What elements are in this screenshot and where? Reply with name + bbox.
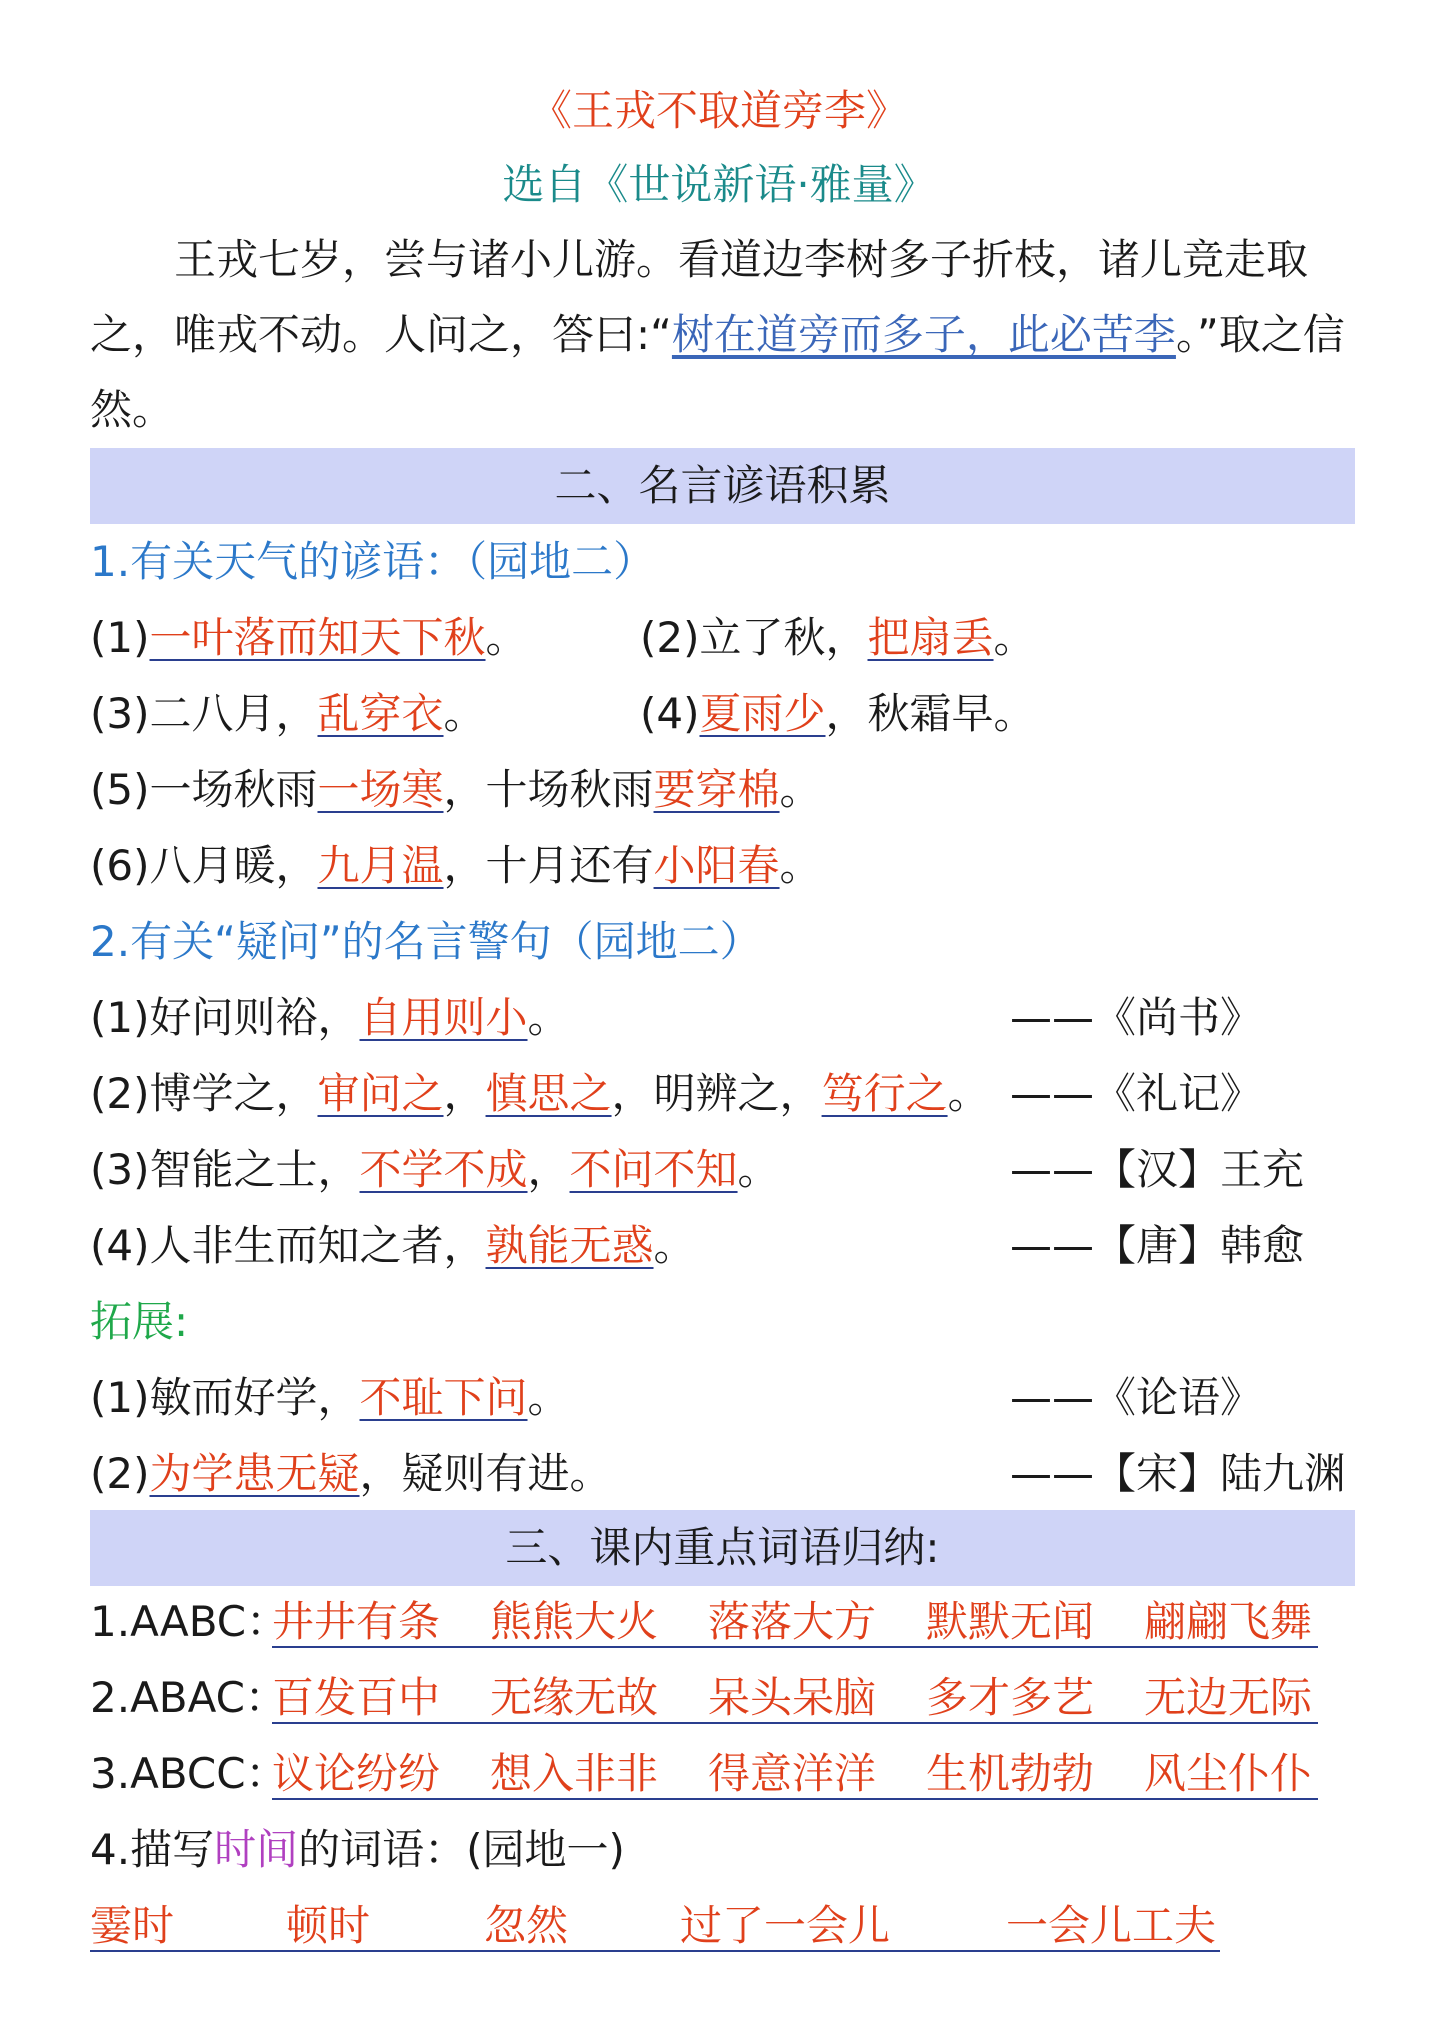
ext-quote-1-source: ——《论语》 (1010, 1373, 1263, 1422)
ext-quote-1: (1)敏而好学，不耻下问。 (90, 1373, 570, 1422)
word: 熊熊大火 (490, 1597, 659, 1646)
time-words-label: 4.描写时间的词语：(园地一) (90, 1825, 625, 1874)
extension-label: 拓展: (90, 1297, 189, 1346)
word: 无边无际 (1144, 1673, 1313, 1722)
word: 呆头呆脑 (708, 1673, 877, 1722)
quote-3: (3)智能之士，不学不成，不问不知。 (90, 1145, 780, 1194)
word: 默默无闻 (926, 1597, 1095, 1646)
proverb-2: (2)立了秋，把扇丢。 (640, 613, 1036, 662)
time-word: 过了一会儿 (680, 1901, 891, 1950)
time-word: 顿时 (286, 1901, 371, 1950)
ext-quote-2-source: ——【宋】陆九渊 (1010, 1449, 1347, 1498)
word: 无缘无故 (490, 1673, 659, 1722)
subheading-questions: 2.有关“疑问”的名言警句（园地二） (90, 917, 762, 966)
subheading-weather: 1.有关天气的谚语：（园地二） (90, 537, 656, 586)
section2-heading: 二、名言谚语积累 (90, 448, 1355, 524)
ext-quote-2: (2)为学患无疑，疑则有进。 (90, 1449, 612, 1498)
quote-1: (1)好问则裕，自用则小。 (90, 993, 570, 1042)
word: 想入非非 (490, 1749, 659, 1798)
word: 落落大方 (708, 1597, 877, 1646)
passage-quote: 树在道旁而多子，此必苦李 (671, 310, 1176, 359)
quote-4-source: ——【唐】韩愈 (1010, 1221, 1305, 1270)
quote-3-source: ——【汉】王充 (1010, 1145, 1305, 1194)
word: 多才多艺 (926, 1673, 1095, 1722)
word: 井井有条 (272, 1597, 441, 1646)
section3-heading: 三、课内重点词语归纳: (90, 1510, 1355, 1586)
proverb-4: (4)夏雨少，秋霜早。 (640, 689, 1036, 738)
page-title: 《王戎不取道旁李》 (529, 86, 908, 135)
time-word: 霎时 (90, 1901, 175, 1950)
proverb-1: (1)一叶落而知天下秋。 (90, 613, 528, 662)
word: 风尘仆仆 (1144, 1749, 1313, 1798)
word: 百发百中 (272, 1673, 441, 1722)
proverb-5: (5)一场秋雨一场寒，十场秋雨要穿棉。 (90, 765, 822, 814)
time-word: 忽然 (484, 1901, 569, 1950)
proverb-3: (3)二八月，乱穿衣。 (90, 689, 486, 738)
page-subtitle: 选自《世说新语·雅量》 (502, 160, 936, 209)
row-label-abcc: 3.ABCC： (90, 1749, 288, 1798)
quote-4: (4)人非生而知之者，孰能无惑。 (90, 1221, 696, 1270)
passage-text: 王戎七岁，尝与诸小儿游。看道边李树多子折枝，诸儿竞走取之，唯戎不动。人问之，答曰:“树在道旁而多子，此必苦李。”取之信然。 (90, 235, 1345, 434)
word: 生机勃勃 (926, 1749, 1095, 1798)
word: 议论纷纷 (272, 1749, 441, 1798)
quote-1-source: ——《尚书》 (1010, 993, 1263, 1042)
proverb-6: (6)八月暖，九月温，十月还有小阳春。 (90, 841, 822, 890)
quote-2-source: ——《礼记》 (1010, 1069, 1263, 1118)
time-word: 一会儿工夫 (1006, 1901, 1217, 1950)
word: 得意洋洋 (708, 1749, 877, 1798)
row-label-aabc: 1.AABC： (90, 1597, 289, 1646)
row-label-abac: 2.ABAC： (90, 1673, 287, 1722)
word: 翩翩飞舞 (1144, 1597, 1313, 1646)
quote-2: (2)博学之，审问之，慎思之，明辨之，笃行之。 (90, 1069, 990, 1118)
